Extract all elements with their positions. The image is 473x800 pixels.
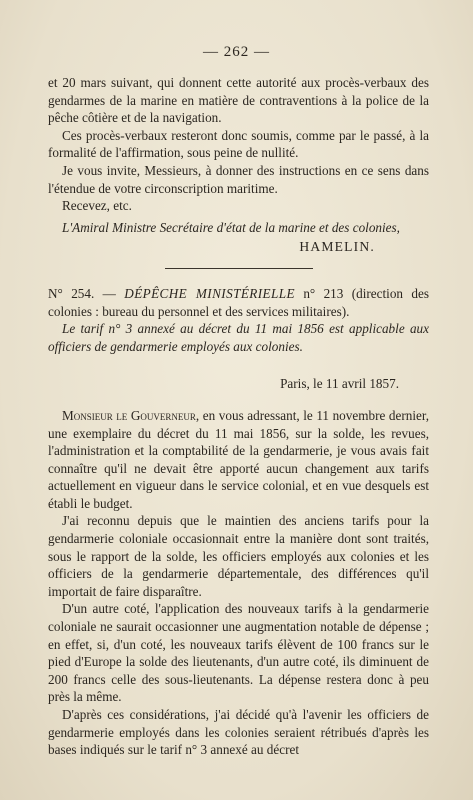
letter-paragraph-3: D'un autre coté, l'application des nouveaux tarifs à la gendarmerie coloniale ne saurait occasionner une augmentation notable de dépense ; en effet, si, d'un coté, les nouveaux tarifs élèvent de 100 francs sur le pied d'Europe la solde des lieutenants, d'un autre coté, ils diminuent de 200 francs celle des sous-lieutenants. La dépense restera donc à peu près la même. bbox=[48, 601, 429, 705]
letter-paragraph-1 bbox=[48, 407, 429, 513]
signature-title: L'Amiral Ministre Secrétaire d'état de la marine et des colonies, bbox=[62, 219, 400, 235]
letter-paragraph-1-text: en vous adressant, le 11 novembre dernier, une exemplaire du décret du 11 mai 1856, sur la solde, les revues, l'administration et la comptabilité de la gendarmerie, je vous avais fait connaître qu'il ne devait être apporté aucun changement aux tarifs actuellement en vigueur dans le service colonial, et en vue desquels est établi le budget. bbox=[48, 407, 430, 511]
section-summary: Le tarif n° 3 annexé au décret du 11 mai 1856 est applicable aux officiers de gendarmerie employés aux colonies. bbox=[48, 321, 429, 354]
section-separator bbox=[165, 268, 313, 269]
page-number: — 262 — bbox=[203, 44, 270, 60]
paragraph-invitation: Je vous invite, Messieurs, à donner des instructions en ce sens dans l'étendue de votre circonscription maritime. bbox=[48, 162, 429, 196]
section-heading bbox=[48, 285, 429, 320]
paragraph-closing: Recevez, etc. bbox=[62, 198, 132, 214]
document-body bbox=[48, 74, 429, 759]
section-number: N° 254. — bbox=[48, 285, 116, 301]
section-title: DÉPÊCHE MINISTÉRIELLE bbox=[124, 285, 295, 301]
section-title-rest: n° 213 (direction des colonies : bureau du personnel et des services militaires). bbox=[48, 285, 429, 319]
signature-name: HAMELIN. bbox=[299, 239, 375, 255]
letter-paragraph-2: J'ai reconnu depuis que le maintien des anciens tarifs pour la gendarmerie coloniale occasionnait entre la manière dont sont traités, sous le rapport de la solde, les officiers employés aux colonies et les officiers de la gendarmerie départementale, des différences qu'il importait de faire disparaître. bbox=[48, 513, 429, 599]
dateline: Paris, le 11 avril 1857. bbox=[280, 376, 399, 392]
letter-paragraph-4: D'après ces considérations, j'ai décidé qu'à l'avenir les officiers de gendarmerie employés dans les colonies seraient rétribués d'après les bases indiqués sur le tarif n° 3 annexé au décret bbox=[48, 707, 429, 758]
paragraph-formalite: Ces procès-verbaux resteront donc soumis, comme par le passé, à la formalité de l'affirmation, sous peine de nullité. bbox=[48, 127, 429, 161]
letter-salutation: Monsieur le Gouverneur, bbox=[62, 407, 200, 423]
paragraph-continuation: et 20 mars suivant, qui donnent cette autorité aux procès-verbaux des gendarmes de la marine en matière de contraventions à la police de la pêche côtière et de la navigation. bbox=[48, 75, 429, 126]
